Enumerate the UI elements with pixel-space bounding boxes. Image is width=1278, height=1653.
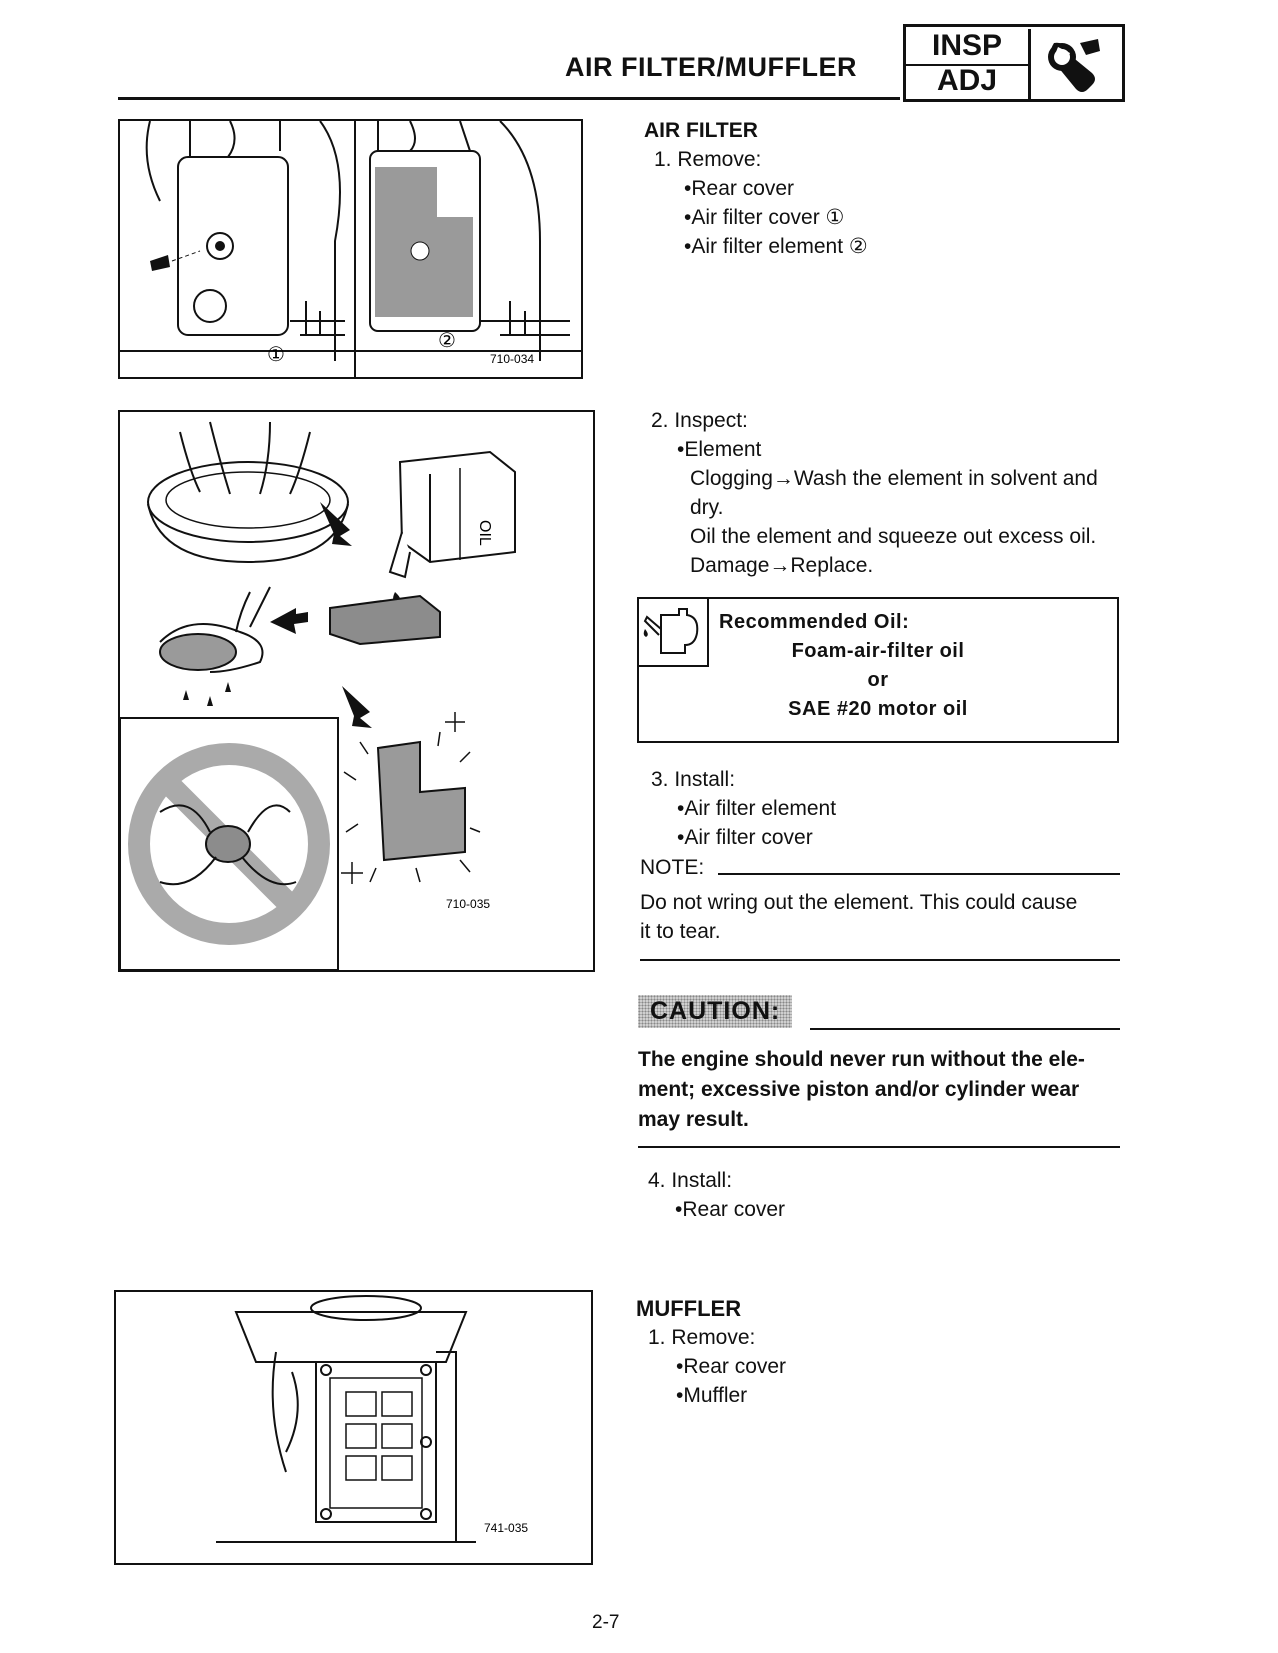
muffler-item: •Rear cover xyxy=(676,1355,787,1378)
install-section xyxy=(651,765,1131,852)
badge-adj: ADJ xyxy=(906,64,1031,99)
page-number: 2-7 xyxy=(592,1612,620,1633)
step-1: 1. Remove: xyxy=(654,148,762,171)
install-rear-cover-section xyxy=(648,1166,1128,1224)
caution-end-rule xyxy=(638,1146,1120,1148)
step-2-line: Damage→Replace. xyxy=(690,554,874,577)
oil-can-label: OIL xyxy=(476,520,493,546)
inspect-section xyxy=(651,406,1131,580)
figure-code-2: 710-035 xyxy=(446,897,491,911)
step-1-item: •Air filter cover ① xyxy=(684,206,845,229)
note-line: it to tear. xyxy=(640,920,721,943)
step-3: 3. Install: xyxy=(651,768,736,791)
section-heading-muffler: MUFFLER xyxy=(636,1296,742,1321)
step-2-item: •Element xyxy=(677,438,762,461)
element-cleaning-figure xyxy=(118,410,595,972)
badge-insp: INSP xyxy=(906,29,1031,66)
recommended-oil-box xyxy=(637,597,1119,743)
caution-line: ment; excessive piston and/or cylinder wear xyxy=(638,1078,1080,1101)
step-2-line: Oil the element and squeeze out excess oil. xyxy=(690,525,1097,548)
step-2-line: dry. xyxy=(690,496,724,519)
section-badge xyxy=(903,24,1125,102)
step-2: 2. Inspect: xyxy=(651,409,748,432)
oil-line-1: Recommended Oil: xyxy=(719,611,910,633)
air-filter-figure xyxy=(118,119,583,379)
muffler-step-1: 1. Remove: xyxy=(648,1326,756,1349)
note-rule xyxy=(718,873,1120,875)
page-title: AIR FILTER/MUFFLER xyxy=(565,52,857,82)
wrench-icon xyxy=(1036,33,1116,97)
muffler-figure xyxy=(114,1290,593,1565)
step-2-line: Clogging→Wash the element in solvent and xyxy=(690,467,1098,490)
oil-line-2: Foam-air-filter oil xyxy=(791,640,965,662)
caution-label: CAUTION: xyxy=(638,995,792,1028)
muffler-section xyxy=(636,1294,1116,1410)
step-1-item: •Rear cover xyxy=(684,177,795,200)
step-4: 4. Install: xyxy=(648,1169,733,1192)
oil-line-3: or xyxy=(867,669,889,691)
step-1-item: •Air filter element ② xyxy=(684,235,868,258)
step-3-item: •Air filter element xyxy=(677,797,837,820)
note-label: NOTE: xyxy=(640,856,705,879)
section-heading-air-filter: AIR FILTER xyxy=(644,119,758,142)
step-3-item: •Air filter cover xyxy=(677,826,813,849)
caution-line: may result. xyxy=(638,1108,749,1131)
caution-text xyxy=(638,1045,1123,1135)
oil-line-4: SAE #20 motor oil xyxy=(788,698,968,720)
note-end-rule xyxy=(640,959,1120,961)
air-filter-section xyxy=(644,116,1124,261)
header-rule xyxy=(118,97,900,100)
caution-line: The engine should never run without the ele- xyxy=(638,1048,1085,1071)
callout-1: ① xyxy=(267,342,285,366)
figure-code-1: 710-034 xyxy=(490,352,535,366)
muffler-item: •Muffler xyxy=(676,1384,748,1407)
step-4-item: •Rear cover xyxy=(675,1198,786,1221)
note-line: Do not wring out the element. This could cause xyxy=(640,891,1078,914)
note-text xyxy=(640,888,1125,946)
figure-code-3: 741-035 xyxy=(484,1521,529,1535)
callout-2: ② xyxy=(438,328,456,352)
caution-rule xyxy=(810,1028,1120,1030)
